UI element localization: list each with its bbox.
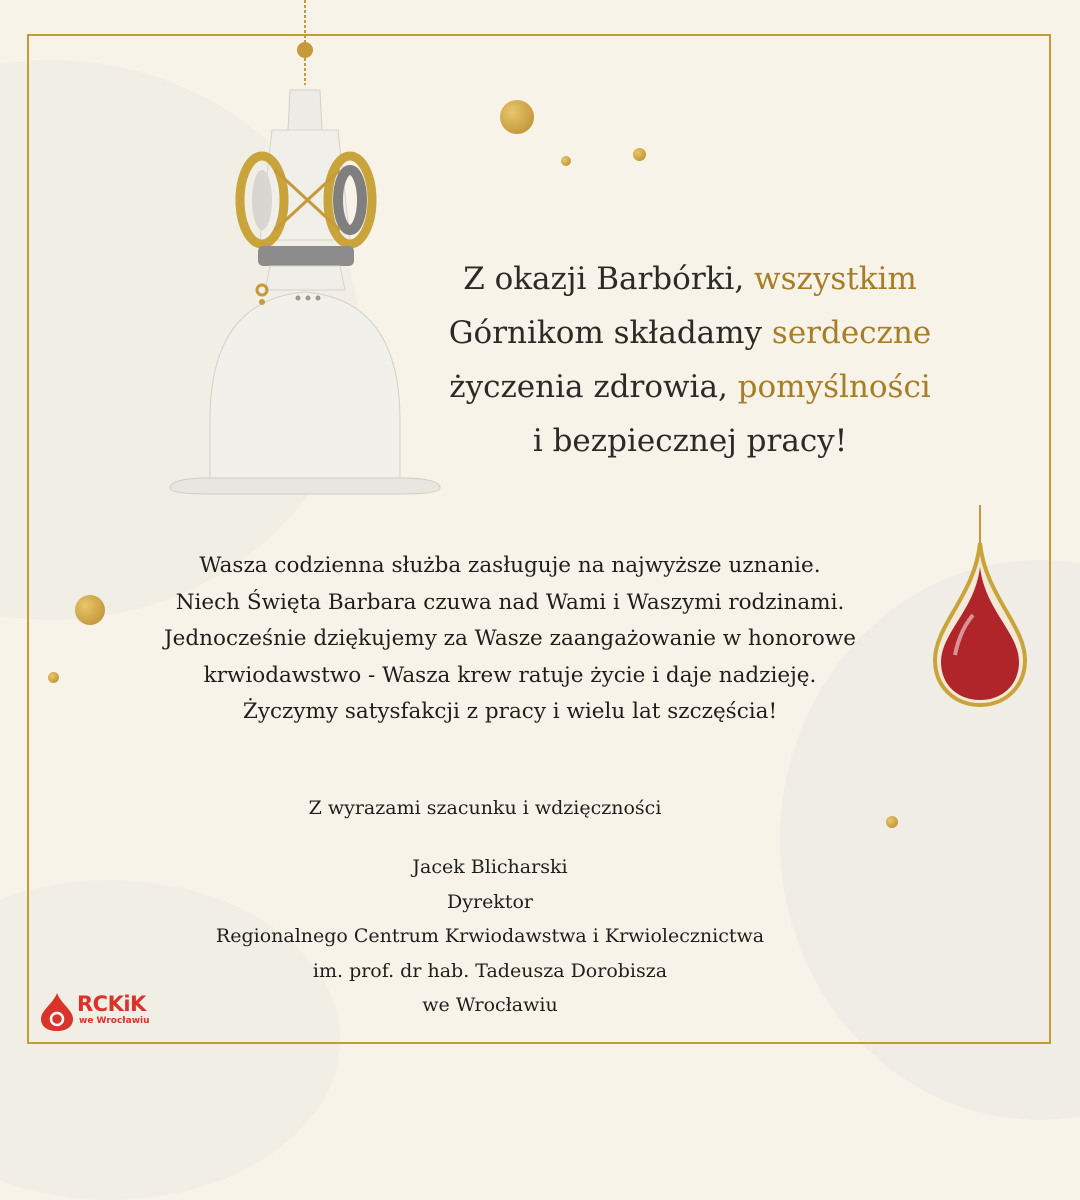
- headline-line-1: Z okazji Barbórki, wszystkim: [463, 261, 917, 297]
- miner-lamp-illustration: [150, 0, 460, 510]
- signature-name: Jacek Blicharski: [412, 856, 568, 878]
- logo-name: RCKiK: [77, 992, 146, 1016]
- gold-dot: [500, 100, 534, 134]
- headline: [430, 252, 950, 468]
- signature-block: [150, 850, 830, 1023]
- signature-role: Dyrektor: [447, 890, 533, 913]
- rckik-logo: [35, 992, 165, 1032]
- gold-dot: [561, 156, 571, 166]
- blood-drop-icon: [925, 505, 1035, 715]
- headline-line-4: i bezpiecznej pracy!: [532, 423, 848, 459]
- headline-line-2: Górnikom składamy serdeczne: [448, 315, 932, 351]
- signature-org-patron: im. prof. dr hab. Tadeusza Dorobisza: [312, 959, 668, 982]
- gold-dot: [48, 672, 59, 683]
- headline-line-3: życzenia zdrowia, pomyślności: [449, 369, 931, 405]
- message-line: Jednocześnie dziękujemy za Wasze zaangażowanie w honorowe: [164, 626, 856, 651]
- closing-line: Z wyrazami szacunku i wdzięczności: [308, 797, 662, 819]
- signature-city: we Wrocławiu: [422, 994, 558, 1016]
- blood-drop-logo-icon: [39, 992, 75, 1032]
- logo-subtitle: we Wrocławiu: [79, 1016, 150, 1026]
- signature-org: Regionalnego Centrum Krwiodawstwa i Krwiolecznictwa: [215, 925, 765, 947]
- message-line: Wasza codzienna służba zasługuje na najwyższe uznanie.: [199, 553, 821, 578]
- message-line: krwiodawstwo - Wasza krew ratuje życie i daje nadzieję.: [203, 662, 817, 688]
- gold-dot: [633, 148, 646, 161]
- message-body: [95, 548, 925, 731]
- message-line: Niech Święta Barbara czuwa nad Wami i Waszymi rodzinami.: [175, 589, 845, 615]
- message-line: Życzymy satysfakcji z pracy i wielu lat szczęścia!: [242, 699, 778, 724]
- gold-dot: [886, 816, 898, 828]
